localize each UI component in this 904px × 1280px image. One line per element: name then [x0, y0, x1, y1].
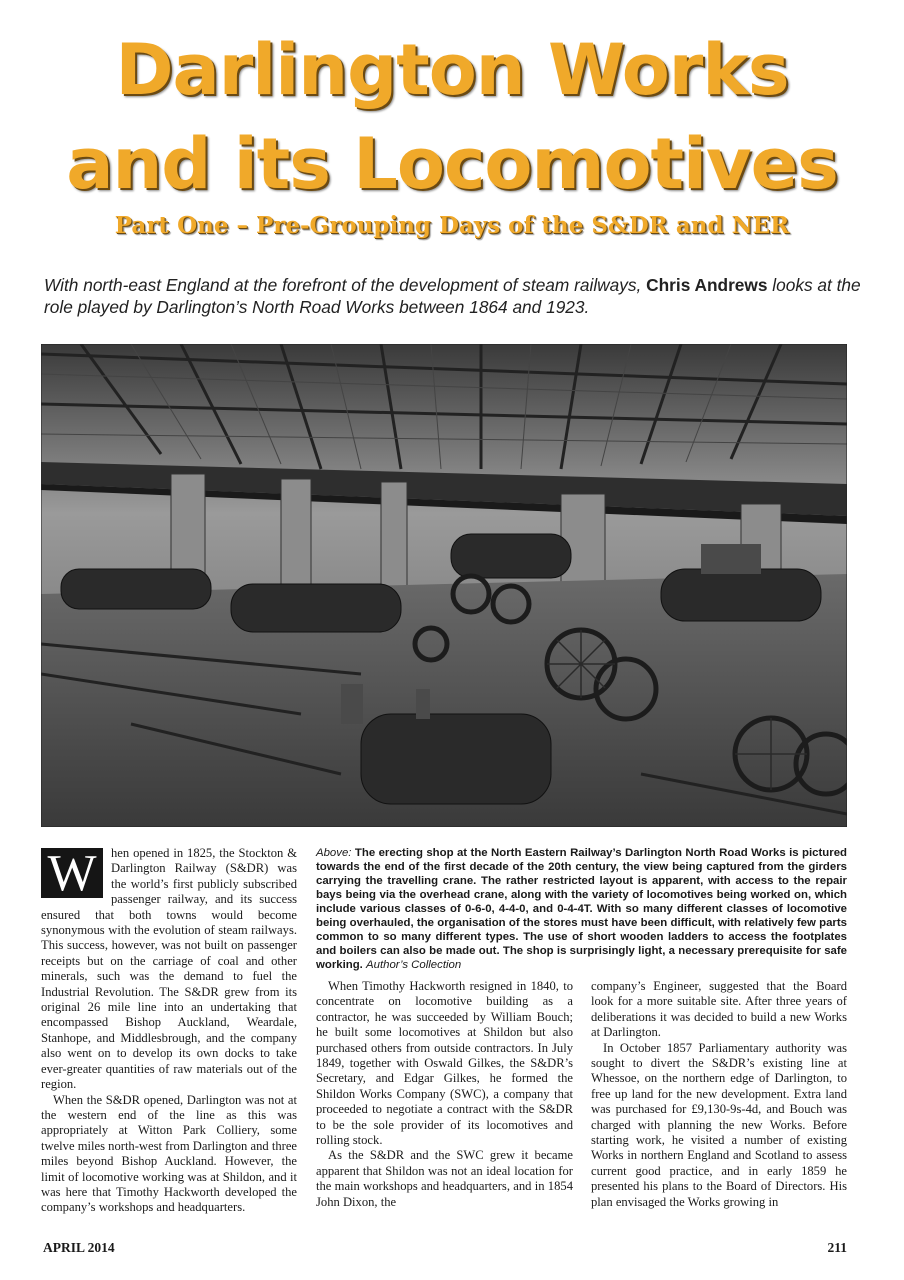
- erecting-shop-photo: [41, 344, 847, 827]
- body-paragraph: In October 1857 Parliamentary authority was sought to divert the S&DR’s existing line at Whessoe, on the northern edge of Darlington, to free up land for the new development. Extra land was purchased for £9,130-9s-4d, and Bouch was charged with planning the new Works. Before starting work, he visited a number of existing Works in northern England and Scotland to assess current good practice, and in early 1859 he presented his plans to the Board of Directors. His plan envisaged the Works growing in: [591, 1040, 847, 1209]
- body-paragraph: company’s Engineer, suggested that the Board look for a more suitable site. After three years of deliberations it was decided to build a new Works at Darlington.: [591, 979, 847, 1040]
- article-subtitle: Part One – Pre-Grouping Days of the S&DR and NER: [114, 212, 790, 239]
- article-title-line-1: Darlington Works: [115, 29, 789, 111]
- article-title-line-2: and its Locomotives: [66, 123, 838, 205]
- author-name: Chris Andrews: [646, 275, 768, 295]
- photo-caption: [316, 846, 847, 972]
- body-paragraph: When Timothy Hackworth resigned in 1840, to concentrate on locomotive building as a contractor, he was succeeded by William Bouch; he built some locomotives at Shildon but also purchased others from outside contractors. In July 1849, together with Oswald Gilkes, the S&DR’s Secretary, and Edgar Gilkes, he formed the Shildon Works Company (SWC), a company that proceeded to negotiate a contract with the S&DR to be the sole provider of its locomotives and rolling stock.: [316, 979, 573, 1148]
- body-column-2: [316, 979, 573, 1210]
- body-column-1: [41, 846, 297, 1216]
- drop-cap: W: [41, 848, 103, 898]
- standfirst-lead: With north-east England at the forefront of the development of steam railways,: [44, 275, 647, 295]
- caption-label: Above:: [316, 847, 352, 859]
- body-paragraph: When the S&DR opened, Darlington was not at the western end of the line as this was appropriately at Witton Park Colliery, some twelve miles north-west from Darlington and three miles beyond Bishop Auckland. However, the limit of locomotive working was at Shildon, and it was here that Timothy Hackworth developed the company’s workshops and headquarters.: [41, 1092, 298, 1215]
- issue-date: APRIL 2014: [43, 1240, 115, 1255]
- body-paragraph: As the S&DR and the SWC grew it became apparent that Shildon was not an ideal location for the main workshops and headquarters, and in 1854 John Dixon, the: [316, 1148, 573, 1209]
- standfirst: [44, 274, 864, 318]
- photo-credit: Author’s Collection: [366, 959, 462, 971]
- caption-text: The erecting shop at the North Eastern Railway’s Darlington North Road Works is pictured towards the end of the first decade of the 20th century, the view being captured from the girders carrying the travelling crane. The rather restricted layout is apparent, with access to the repair bays being via the overhead crane, along with the variety of locomotives being worked on, which include various classes of 0-6-0, 4-4-0, and 0-4-4T. With so many different classes of locomotive being overhauled, the organisation of the stores must have been difficult, with relatively few parts common to so many different types. The use of short wooden ladders to access the footplates and boilers can also be made out. The shop is surprisingly light, a necessary prerequisite for safe working.: [316, 847, 847, 971]
- page-number: 211: [827, 1240, 847, 1255]
- body-column-3: [591, 979, 847, 1210]
- erecting-shop-photo-illustration: [41, 344, 847, 827]
- standfirst-tail: looks at the role played by Darlington’s North Road Works between 1864 and 1923.: [44, 275, 861, 317]
- body-paragraph: hen opened in 1825, the Stockton & Darlington Railway (S&DR) was the world’s first publicly subscribed passenger railway, and its success ensured that both towns would become synonymous with the evolution of steam railways. This success, however, was not built on passenger receipts but on the carriage of coal and other minerals, such was the demand to fuel the Industrial Revolution. The S&DR grew from its original 26 mile line into an undertaking that encompassed Bishop Auckland, Weardale, Stanhope, and Middlesbrough, and the company also went on to develop its own docks to take ever-greater quantities of raw materials out of the region.: [41, 846, 297, 1092]
